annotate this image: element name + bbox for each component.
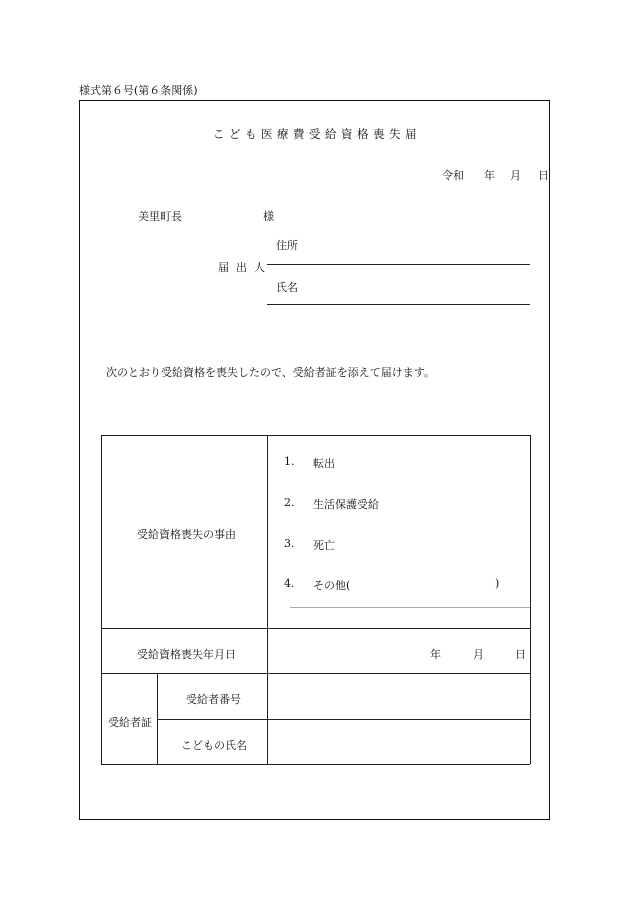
address-label: 住所: [276, 239, 298, 252]
name-label: 氏名: [276, 281, 298, 294]
reason-num-2: 2.: [284, 496, 295, 509]
loss-date-day: 日: [515, 648, 526, 661]
applicant-label: 届出人: [218, 261, 272, 274]
reason-num-4: 4.: [284, 577, 295, 590]
addressee-name: 美里町長: [138, 210, 182, 223]
statement-text: 次のとおり受給資格を喪失したので、受給者証を添えて届けます。: [106, 366, 435, 379]
table-row-divider-2: [101, 673, 530, 674]
date-year: 年: [484, 169, 495, 182]
table-top-border: [101, 435, 530, 436]
table-right-border: [530, 435, 531, 764]
address-underline: [267, 264, 530, 265]
date-era: 令和: [442, 169, 464, 182]
table-left-border: [101, 435, 102, 764]
date-day: 日: [538, 169, 549, 182]
loss-date-year: 年: [430, 648, 441, 661]
loss-date-label: 受給資格喪失年月日: [137, 648, 236, 661]
reason-text-1: 転出: [313, 457, 335, 470]
form-number: 様式第６号(第６条関係): [79, 84, 198, 97]
name-underline: [267, 304, 530, 305]
table-row-divider-1: [101, 628, 530, 629]
reason-num-1: 1.: [284, 455, 295, 468]
table-inner-divider: [157, 673, 158, 764]
other-underline: [290, 607, 530, 608]
recipient-number-label: 受給者番号: [186, 693, 241, 706]
loss-date-month: 月: [473, 648, 484, 661]
reason-num-3: 3.: [284, 537, 295, 550]
table-bottom-border: [101, 764, 530, 765]
addressee-suffix: 様: [263, 210, 274, 223]
certificate-label: 受給者証: [108, 716, 152, 729]
form-title: こども医療費受給資格喪失届: [213, 127, 421, 141]
table-row-divider-3: [157, 719, 530, 720]
reason-label: 受給資格喪失の事由: [137, 528, 236, 541]
reason-text-2: 生活保護受給: [313, 498, 379, 511]
reason-text-3: 死亡: [313, 539, 335, 552]
child-name-label: こどもの氏名: [181, 739, 247, 752]
reason-other-close: ): [495, 577, 500, 590]
date-month: 月: [510, 169, 521, 182]
table-center-divider: [267, 435, 268, 764]
reason-text-4: その他(: [313, 579, 351, 592]
